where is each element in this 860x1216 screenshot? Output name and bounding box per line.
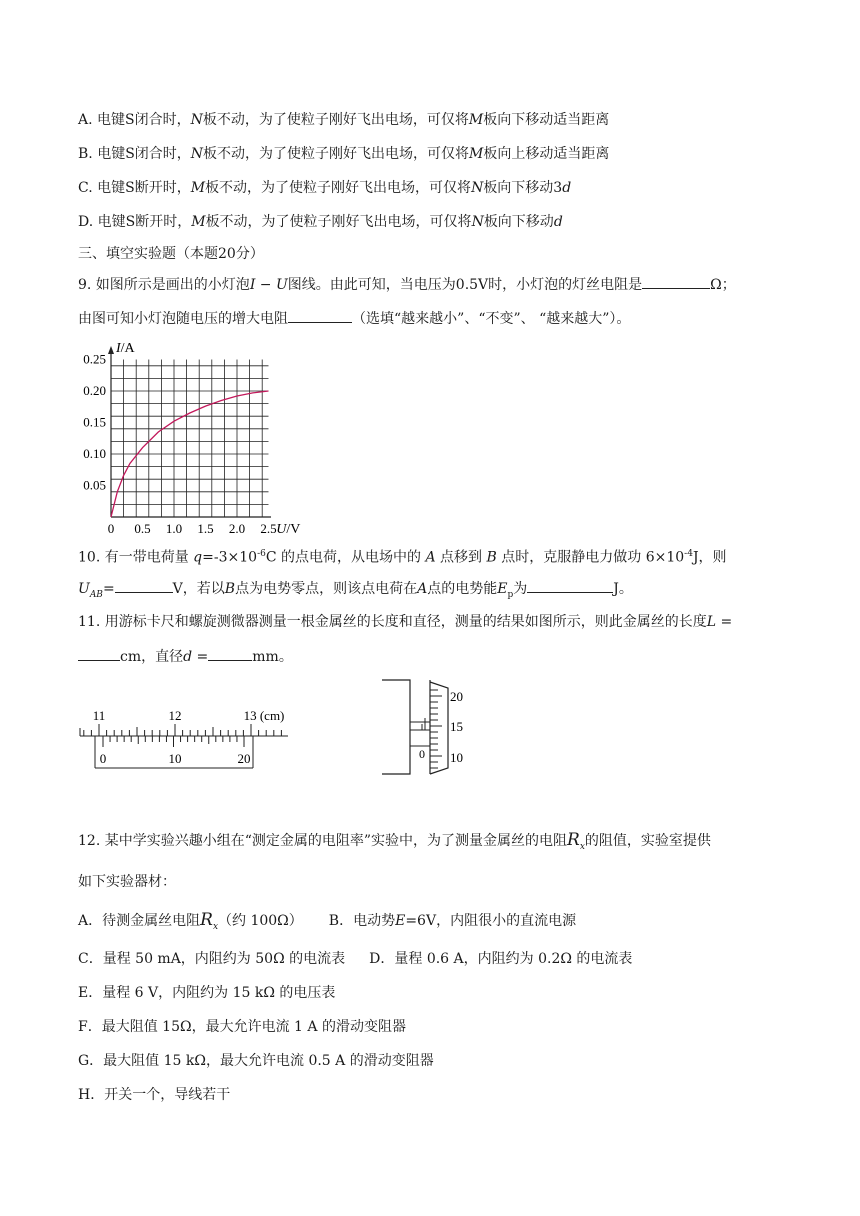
y-axis-label	[115, 341, 136, 356]
x-tick-label: 2.5	[260, 521, 277, 536]
micrometer-figure	[378, 678, 488, 778]
iu-chart	[72, 336, 322, 542]
caliper-vernier-label: 20	[237, 751, 251, 766]
x-tick-label: 1.5	[197, 521, 214, 536]
micrometer-ticks	[430, 690, 442, 768]
answer-blank[interactable]	[208, 646, 252, 661]
caliper-main-label: 11	[92, 708, 106, 723]
x-axis-label	[276, 522, 300, 537]
x-tick-label: 1.0	[165, 521, 183, 536]
y-axis-var: I	[116, 341, 121, 356]
equipment-e: E．量程 6 V，内阻约为 15 kΩ 的电压表	[78, 985, 336, 1001]
caliper-main-label: 13 (cm)	[243, 708, 285, 723]
answer-blank[interactable]	[115, 578, 173, 593]
equipment-a-b: A．待测金属丝电阻$R_x$（约 100Ω） B．电动势E=6V，内阻很小的直流电源	[78, 910, 577, 932]
question-12-line1: 12. 某中学实验兴趣小组在“测定金属的电阻率”实验中，为了测量金属丝的电阻$R_x$的阻值，实验室提供	[78, 830, 711, 852]
question-11-line1: 11. 用游标卡尺和螺旋测微器测量一根金属丝的长度和直径，测量的结果如图所示，则此金属丝的长度L =	[78, 614, 733, 630]
question-9-line1: 9. 如图所示是画出的小灯泡I − U图线。由此可知，当电压为0.5V时，小灯泡的灯丝电阻是 Ω；	[78, 274, 736, 295]
section-title: 三、填空实验题（本题20分）	[78, 246, 264, 262]
equipment-h: H．开关一个，导线若干	[78, 1087, 231, 1103]
y-tick-label: 0.15	[83, 414, 106, 430]
y-axis-arrow	[108, 346, 114, 354]
micrometer-label: 10	[450, 750, 463, 765]
answer-blank[interactable]	[527, 578, 613, 593]
x-tick-label: 0.5	[134, 521, 151, 536]
y-tick-label: 0.05	[83, 477, 106, 493]
question-9-line2: 由图可知小灯泡随电压的增大电阻 （选填“越来越小”、“不变”、 “越来越大”）。	[78, 308, 630, 329]
chart-axes	[108, 346, 271, 517]
y-axis-unit: /A	[120, 341, 135, 356]
equipment-c-d: C．量程 50 mA，内阻约为 50Ω 的电流表 D．量程 0.6 A，内阻约为 0.2Ω 的电流表	[78, 951, 633, 967]
answer-blank[interactable]	[78, 646, 120, 661]
option-8a: A. 电键S闭合时，N板不动，为了使粒子刚好飞出电场，可仅将M板向下移动适当距离	[78, 112, 610, 128]
chart-grid	[111, 360, 269, 518]
question-12-line2: 如下实验器材：	[78, 874, 176, 890]
question-10-line2: $U_{AB}= V$，若以B点为电势零点，则该点电荷在A点的电势能$E_p$为 J。	[78, 578, 633, 605]
answer-blank[interactable]	[288, 308, 352, 323]
x-tick-label: 2.0	[228, 521, 246, 536]
equipment-f: F．最大阻值 15Ω，最大允许电流 1 A 的滑动变阻器	[78, 1019, 406, 1035]
option-8b: B. 电键S闭合时，N板不动，为了使粒子刚好飞出电场，可仅将M板向上移动适当距离	[78, 146, 610, 162]
option-8c: C. 电键S断开时，M板不动，为了使粒子刚好飞出电场，可仅将N板向下移动3d	[78, 180, 572, 196]
origin-label: 0	[107, 521, 115, 536]
equipment-g: G．最大阻值 15 kΩ，最大允许电流 0.5 A 的滑动变阻器	[78, 1053, 434, 1069]
vernier-caliper-figure	[78, 704, 298, 772]
y-tick-label: 0.10	[83, 446, 106, 461]
y-tick-label: 0.25	[83, 351, 106, 367]
y-tick-label: 0.20	[83, 383, 106, 398]
caliper-main-label: 12	[168, 708, 182, 723]
caliper-vernier-label: 0	[99, 751, 107, 766]
micrometer-label: 15	[450, 719, 463, 734]
x-axis-var: U	[276, 522, 287, 537]
chart-tick-labels	[83, 341, 300, 537]
question-11-line2: cm，直径d = mm。	[78, 646, 293, 667]
micrometer-label: 20	[450, 689, 463, 704]
x-axis-unit: /V	[286, 522, 301, 537]
micrometer-zero-label: 0	[419, 747, 425, 761]
answer-blank[interactable]	[642, 274, 710, 289]
caliper-vernier-label: 10	[168, 751, 182, 766]
option-8d: D. 电键S断开时，M板不动，为了使粒子刚好飞出电场，可仅将N板向下移动d	[78, 214, 563, 230]
question-10-line1: 10. 有一带电荷量 $q=-3\times 10^{-6}C$ 的点电荷，从电场中的 A 点移到 B 点时，克服静电力做功 $6\times 10^{-4}J$，则	[78, 549, 727, 566]
caliper-scale-ticks	[80, 724, 288, 768]
